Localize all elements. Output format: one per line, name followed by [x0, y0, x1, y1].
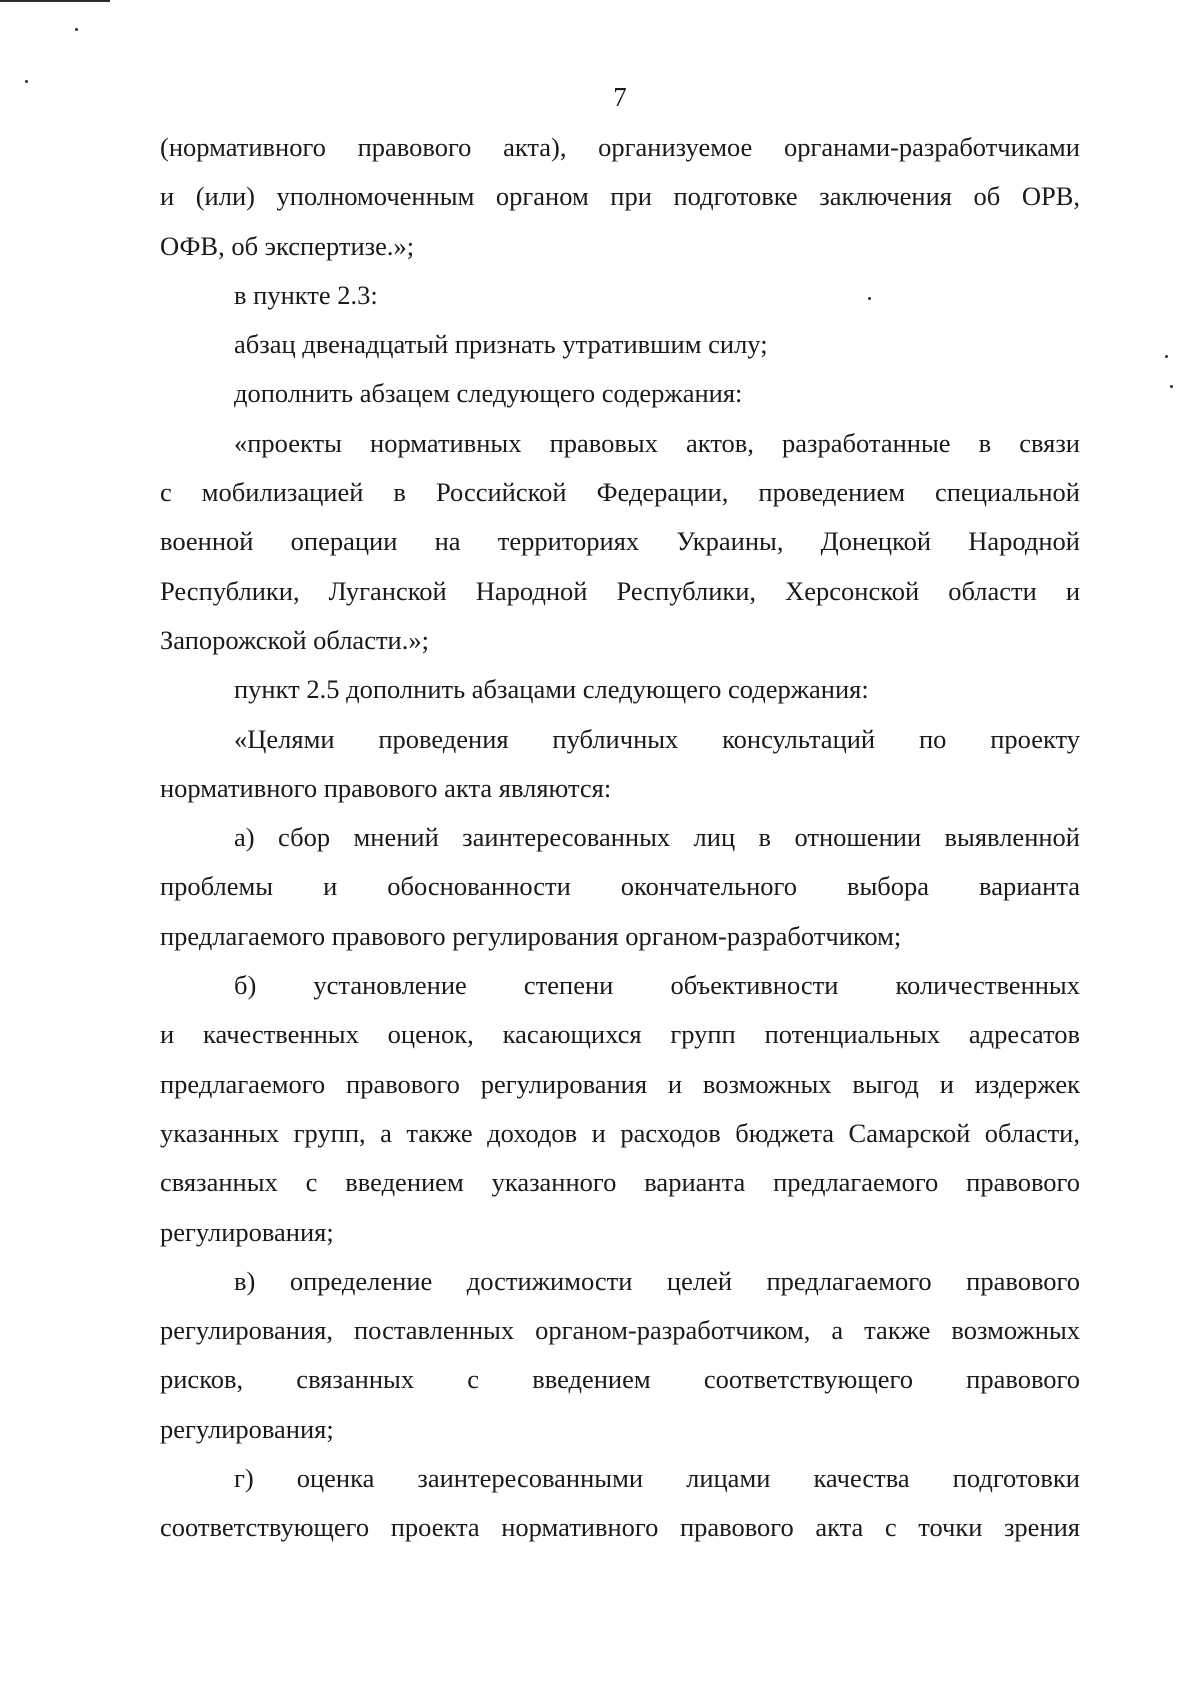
page-number: 7: [613, 82, 627, 112]
text-line: рисков, связанных с введением соответствующего правового: [160, 1364, 1080, 1395]
text-line: и (или) уполномоченным органом при подготовке заключения об ОРВ,: [160, 181, 1080, 212]
text-line: военной операции на территориях Украины, Донецкой Народной: [160, 526, 1080, 557]
text-line: предлагаемого правового регулирования и возможных выгод и издержек: [160, 1068, 1080, 1099]
text-line: регулирования, поставленных органом-разработчиком, а также возможных: [160, 1315, 1080, 1346]
text-line: ОФВ, об экспертизе.»;: [160, 230, 415, 261]
text-line: регулирования;: [160, 1413, 334, 1444]
scan-speck: [1165, 355, 1168, 358]
text-line: проблемы и обоснованности окончательного выбора варианта: [160, 871, 1080, 902]
text-line: г) оценка заинтересованными лицами качества подготовки: [234, 1463, 1080, 1494]
text-line: Запорожской области.»;: [160, 624, 429, 655]
text-line: и качественных оценок, касающихся групп потенциальных адресатов: [160, 1019, 1080, 1050]
text-line: регулирования;: [160, 1216, 334, 1247]
scan-speck: [1170, 385, 1173, 388]
text-line: пункт 2.5 дополнить абзацами следующего содержания:: [234, 674, 869, 705]
document-body: [160, 123, 1080, 1553]
text-line: дополнить абзацем следующего содержания:: [234, 378, 743, 409]
text-line: (нормативного правового акта), организуемое органами-разработчиками: [160, 132, 1080, 162]
text-line: соответствующего проекта нормативного правового акта с точки зрения: [160, 1512, 1080, 1543]
text-line: б) установление степени объективности количественных: [234, 970, 1080, 1001]
text-line: связанных с введением указанного варианта предлагаемого правового: [160, 1167, 1080, 1198]
text-line: «проекты нормативных правовых актов, разработанные в связи: [234, 427, 1080, 458]
text-line: предлагаемого правового регулирования органом-разработчиком;: [160, 920, 902, 951]
text-line: в пункте 2.3:: [234, 279, 378, 310]
text-line: «Целями проведения публичных консультаций по проекту: [234, 723, 1080, 754]
text-line: Республики, Луганской Народной Республики, Херсонской области и: [160, 575, 1080, 606]
text-line: с мобилизацией в Российской Федерации, проведением специальной: [160, 477, 1080, 508]
text-line: в) определение достижимости целей предлагаемого правового: [234, 1265, 1080, 1296]
scan-edge-line: [0, 0, 110, 2]
scan-speck: [75, 28, 78, 31]
text-line: абзац двенадцатый признать утратившим силу;: [234, 329, 768, 360]
text-line: а) сбор мнений заинтересованных лиц в отношении выявленной: [234, 822, 1080, 853]
text-line: указанных групп, а также доходов и расходов бюджета Самарской области,: [160, 1117, 1080, 1148]
text-line: нормативного правового акта являются:: [160, 772, 612, 803]
